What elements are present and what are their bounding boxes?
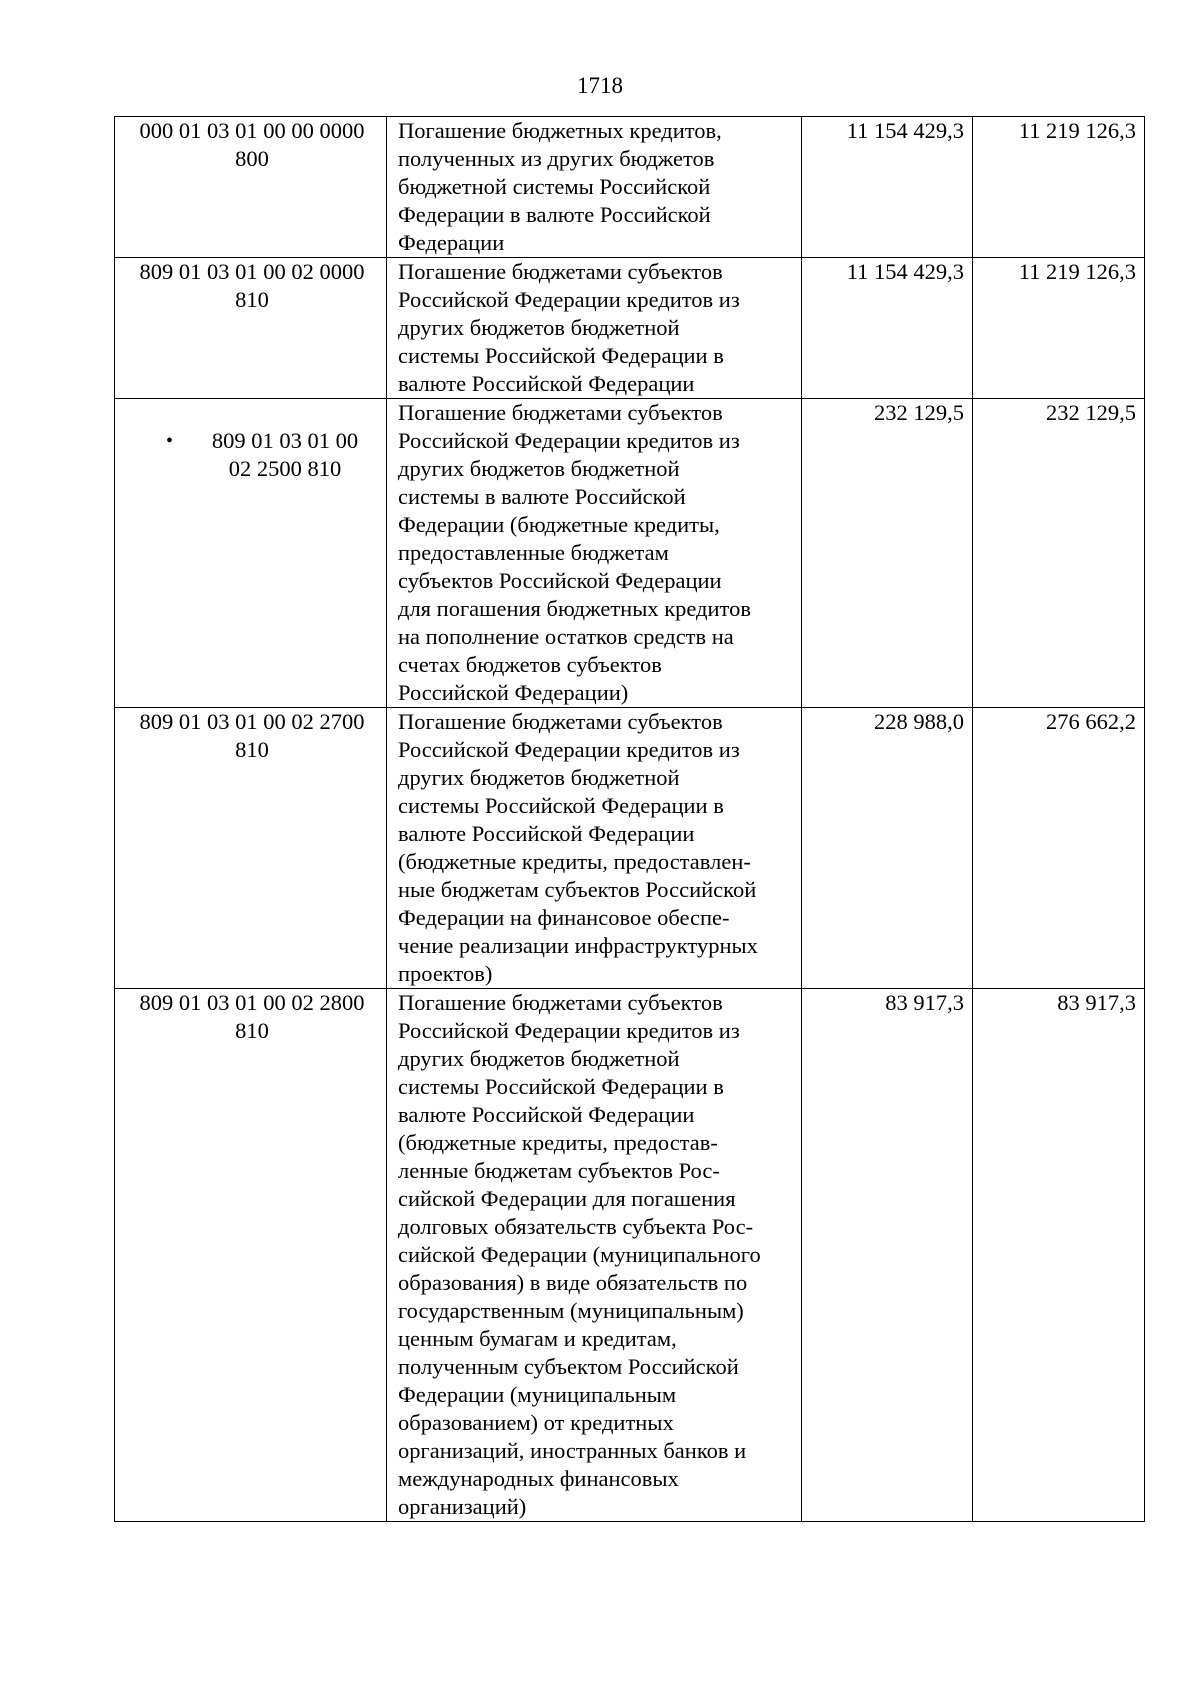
bulleted-code xyxy=(126,427,378,483)
amount-cell-2: 232 129,5 xyxy=(973,399,1145,708)
budget-code-text: 809 01 03 01 00 02 2500 810 xyxy=(211,428,359,481)
table-row xyxy=(115,989,1145,1522)
budget-code-cell: 000 01 03 01 00 00 0000 800 xyxy=(115,117,387,258)
table-row xyxy=(115,258,1145,399)
budget-code-cell: 809 01 03 01 00 02 0000 810 xyxy=(115,258,387,399)
table-row xyxy=(115,708,1145,989)
description-cell: Погашение бюджетами субъектов Российской Федерации кредитов из других бюджетов бюджетной системы Российской Федерации в валюте Российской Федерации xyxy=(387,258,802,399)
description-cell: Погашение бюджетами субъектов Российской Федерации кредитов из других бюджетов бюджетной системы Российской Федерации в валюте Российской Федерации (бюджетные кредиты, предоставлен- ные бюджетам субъектов Российской Федерации на финансовое обеспе- чение реализации инфраструктурных проектов) xyxy=(387,708,802,989)
amount-cell-2: 276 662,2 xyxy=(973,708,1145,989)
bullet-icon: • xyxy=(166,430,174,452)
table-row xyxy=(115,399,1145,708)
description-cell: Погашение бюджетных кредитов, полученных из других бюджетов бюджетной системы Российской Федерации в валюте Российской Федерации xyxy=(387,117,802,258)
budget-code-cell: 809 01 03 01 00 02 2700 810 xyxy=(115,708,387,989)
amount-cell-1: 228 988,0 xyxy=(802,708,973,989)
amount-cell-1: 232 129,5 xyxy=(802,399,973,708)
table-row xyxy=(115,117,1145,258)
amount-cell-2: 11 219 126,3 xyxy=(973,117,1145,258)
amount-cell-2: 11 219 126,3 xyxy=(973,258,1145,399)
budget-table xyxy=(114,116,1145,1522)
amount-cell-1: 11 154 429,3 xyxy=(802,117,973,258)
page-number: 1718 xyxy=(577,73,623,98)
budget-code-cell xyxy=(115,399,387,708)
amount-cell-1: 11 154 429,3 xyxy=(802,258,973,399)
amount-cell-2: 83 917,3 xyxy=(973,989,1145,1522)
budget-code-cell: 809 01 03 01 00 02 2800 810 xyxy=(115,989,387,1522)
amount-cell-1: 83 917,3 xyxy=(802,989,973,1522)
description-cell: Погашение бюджетами субъектов Российской Федерации кредитов из других бюджетов бюджетной системы Российской Федерации в валюте Российской Федерации (бюджетные кредиты, предостав- ленные бюджетам субъектов Рос- сийской Федерации для погашения долговых обязательств субъекта Рос- сийской Федерации (муниципального образования) в виде обязательств по государственным (муниципальным) ценным бумагам и кредитам, полученным субъектом Российской Федерации (муниципальным образованием) от кредитных организаций, иностранных банков и международных финансовых организаций) xyxy=(387,989,802,1522)
description-cell: Погашение бюджетами субъектов Российской Федерации кредитов из других бюджетов бюджетной системы в валюте Российской Федерации (бюджетные кредиты, предоставленные бюджетам субъектов Российской Федерации для погашения бюджетных кредитов на пополнение остатков средств на счетах бюджетов субъектов Российской Федерации) xyxy=(387,399,802,708)
